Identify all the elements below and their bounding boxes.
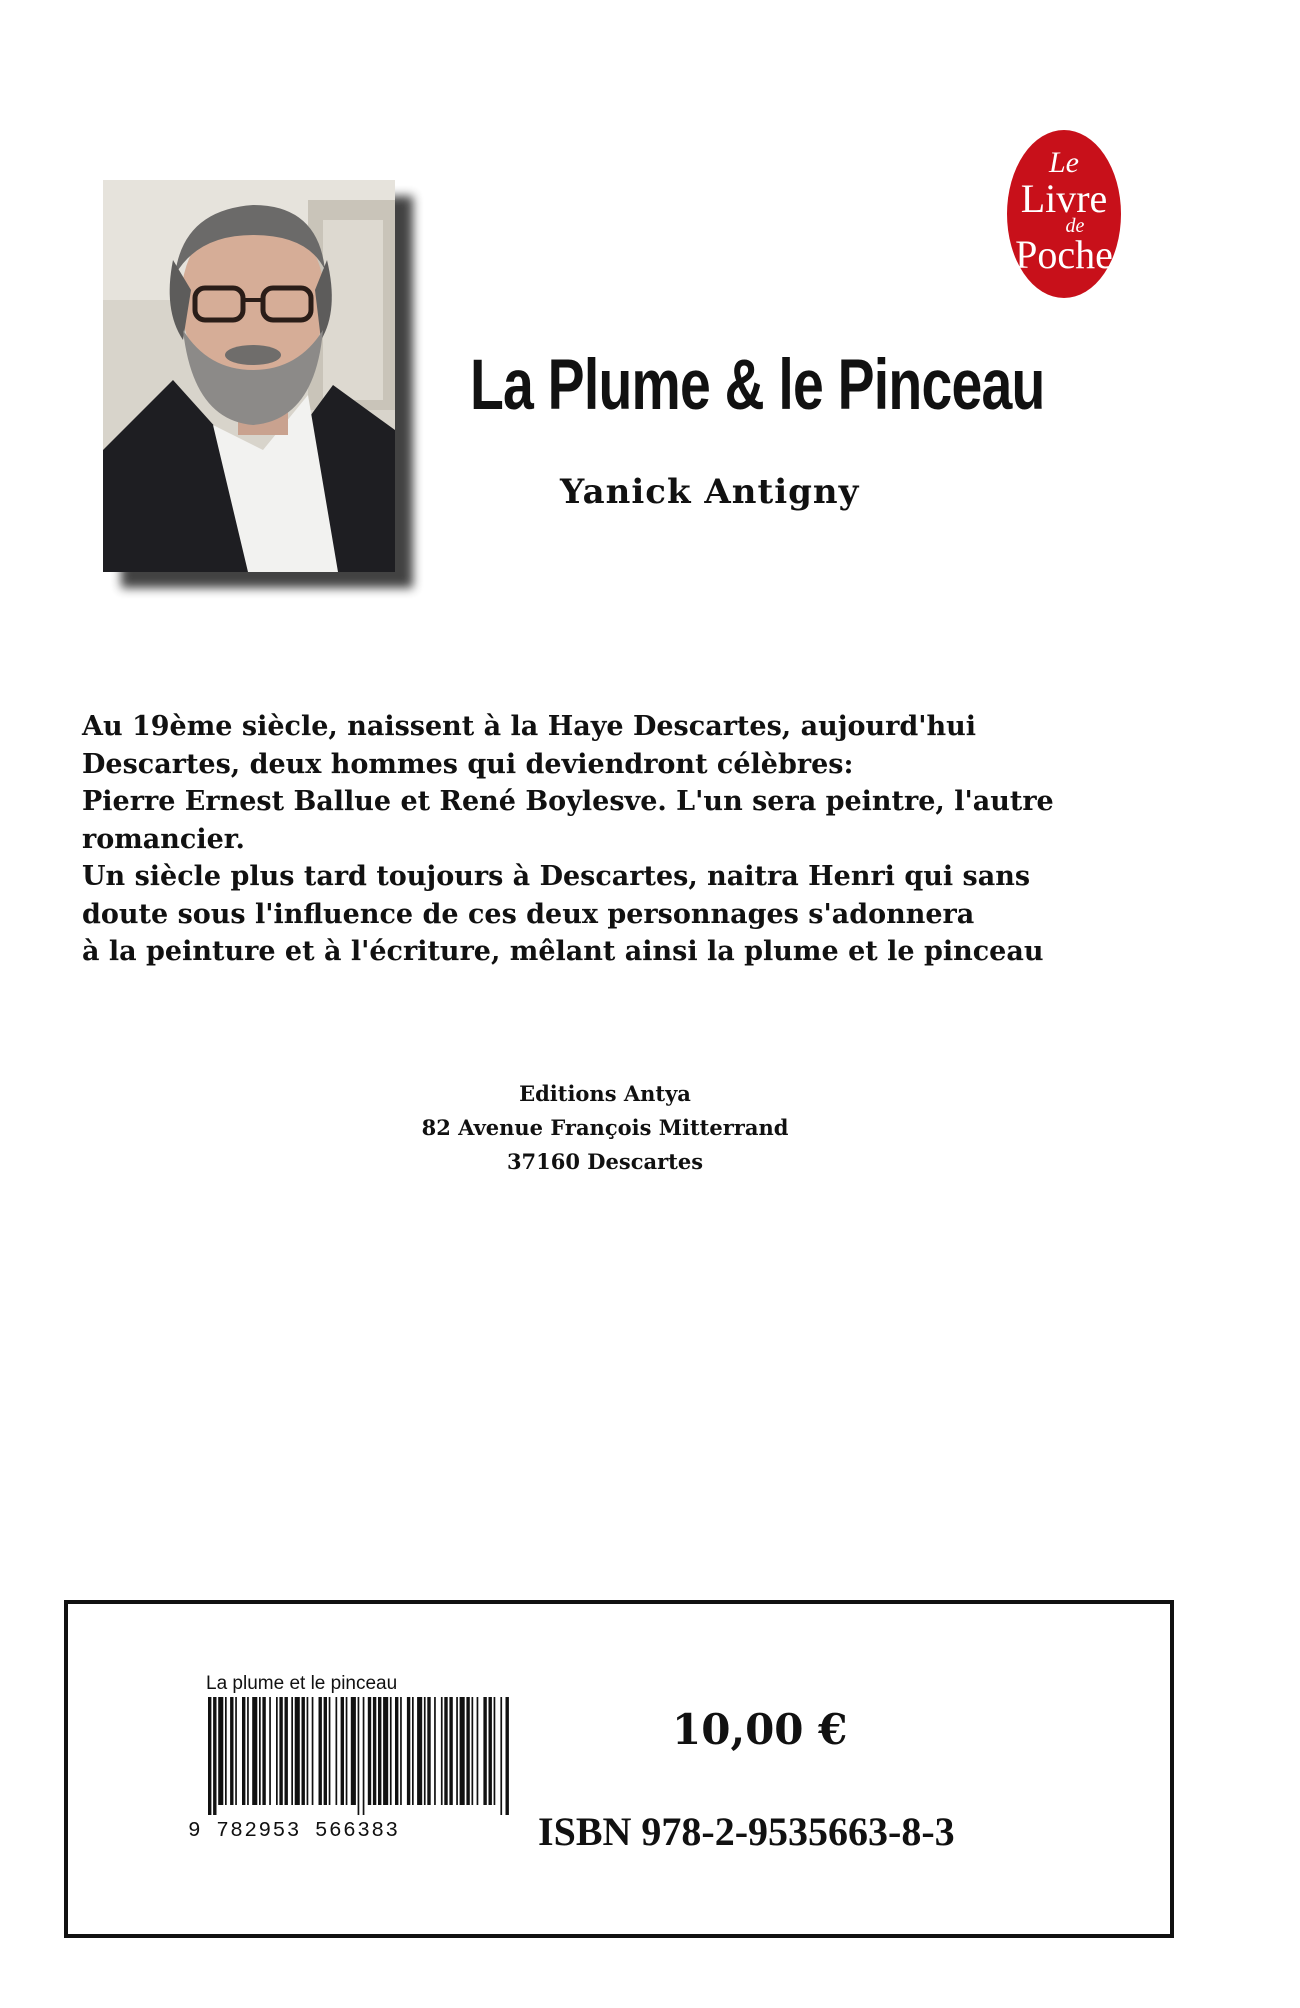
book-title: La Plume & le Pinceau [470,346,1045,425]
price: 10,00 € [672,1705,848,1754]
publisher-name: Editions Antya [519,1081,691,1106]
author-name: Yanick Antigny [560,472,860,512]
logo-line2: Livre [1020,176,1108,221]
blurb-line: Un siècle plus tard toujours à Descartes, naitra Henri qui sans [82,861,1031,892]
blurb-line: à la peinture et à l'écriture, mêlant ainsi la plume et le pinceau [82,936,1044,967]
publisher-street: 82 Avenue François Mitterrand [421,1115,789,1140]
barcode-icon [206,1697,512,1815]
author-photo [103,180,395,572]
blurb-line: Descartes, deux hommes qui deviendront célèbres: [82,748,854,780]
back-cover-blurb [82,708,1054,971]
portrait-icon [103,180,395,572]
le-livre-de-poche-logo [1005,128,1123,300]
blurb-line: Pierre Ernest Ballue et René Boylesve. L'un sera peintre, l'autre [82,786,1054,817]
barcode-title: La plume et le pinceau [206,1673,398,1694]
blurb-line: romancier. [82,823,245,855]
logo-line4: Poche [1015,232,1113,277]
blurb-line: doute sous l'influence de ces deux personnages s'adonnera [82,898,975,930]
isbn: ISBN 978-2-9535663-8-3 [538,1809,955,1854]
author-portrait-image [103,180,395,572]
publisher-city: 37160 Descartes [506,1149,704,1174]
logo-line1: Le [1049,146,1079,179]
logo-line3: de [1065,215,1085,237]
barcode-digits: 9 782953 566383 [188,1820,400,1843]
publisher-address [380,1077,830,1179]
blurb-line: Au 19ème siècle, naissent à la Haye Descartes, aujourd'hui [82,711,976,742]
